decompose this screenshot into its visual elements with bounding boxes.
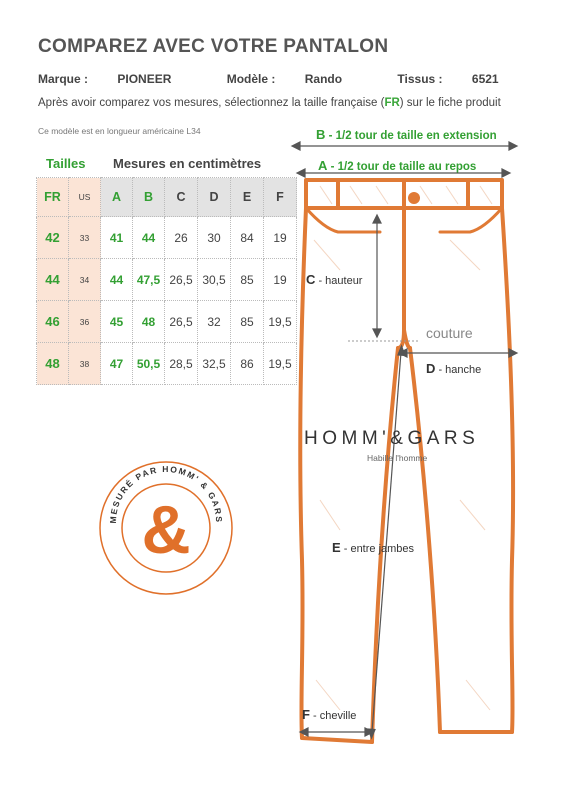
label-e: E - entre jambes (332, 540, 415, 555)
cell-fr: 42 (37, 217, 69, 259)
cell-fr: 46 (37, 301, 69, 343)
measured-badge (96, 458, 236, 598)
header-fr: FR (37, 178, 69, 217)
label-f: F - cheville (302, 707, 357, 722)
cell-us: 36 (69, 301, 101, 343)
cell-us: 34 (69, 259, 101, 301)
header-a: A (101, 178, 133, 217)
brand-tagline: Habille l'homme (367, 453, 428, 463)
cell-c: 28,5 (165, 343, 198, 385)
cell-b: 50,5 (133, 343, 165, 385)
header-d: D (198, 178, 231, 217)
badge-ring-text: MESURÉ PAR HOMM' & GARS (107, 463, 225, 524)
cell-a: 45 (101, 301, 133, 343)
cell-d: 32,5 (198, 343, 231, 385)
mesures-label: Mesures en centimètres (113, 156, 262, 171)
cell-b: 44 (133, 217, 165, 259)
cell-us: 38 (69, 343, 101, 385)
cell-a: 47 (101, 343, 133, 385)
size-table (36, 177, 297, 385)
header-e: E (231, 178, 264, 217)
cell-f: 19 (264, 217, 297, 259)
cell-fr: 44 (37, 259, 69, 301)
label-b: B - 1/2 tour de taille en extension (316, 127, 497, 142)
cell-e: 84 (231, 217, 264, 259)
length-note: Ce modèle est en longueur américaine L34 (38, 126, 201, 136)
header-b: B (133, 178, 165, 217)
button-icon (408, 192, 420, 204)
cell-c: 26,5 (165, 301, 198, 343)
cell-f: 19 (264, 259, 297, 301)
cell-f: 19,5 (264, 301, 297, 343)
page-title: COMPAREZ AVEC VOTRE PANTALON (38, 36, 389, 57)
hip-arrow (399, 349, 517, 357)
tailles-label: Tailles (46, 156, 86, 171)
label-d: D - hanche (426, 361, 482, 376)
cell-d: 32 (198, 301, 231, 343)
header-c: C (165, 178, 198, 217)
ankle-arrow (300, 728, 373, 736)
table-row (37, 301, 297, 343)
cell-d: 30 (198, 217, 231, 259)
cell-a: 44 (101, 259, 133, 301)
label-couture: couture (426, 325, 473, 341)
label-a: A - 1/2 tour de taille au repos (318, 158, 477, 173)
table-header-row (37, 178, 297, 217)
brand-logo-text: HOMM'&GARS (304, 428, 480, 449)
product-meta (38, 72, 551, 86)
table-row (37, 343, 297, 385)
cell-e: 86 (231, 343, 264, 385)
cell-b: 48 (133, 301, 165, 343)
header-f: F (264, 178, 297, 217)
cell-us: 33 (69, 217, 101, 259)
brand-meta: Marque : PIONEER (38, 72, 172, 86)
badge-ampersand-icon: & (141, 492, 191, 568)
table-row (37, 259, 297, 301)
cell-e: 85 (231, 259, 264, 301)
instruction-text: Après avoir comparez vos mesures, sélectionnez la taille française (FR) sur le fiche produit (38, 97, 501, 109)
cell-b: 47,5 (133, 259, 165, 301)
label-c: C - hauteur (306, 272, 363, 287)
cell-c: 26,5 (165, 259, 198, 301)
cell-d: 30,5 (198, 259, 231, 301)
fabric-meta: Tissus : 6521 (397, 72, 499, 86)
cell-f: 19,5 (264, 343, 297, 385)
cell-e: 85 (231, 301, 264, 343)
cell-fr: 48 (37, 343, 69, 385)
model-meta: Modèle : Rando (226, 72, 343, 86)
header-us: US (69, 178, 101, 217)
cell-c: 26 (165, 217, 198, 259)
cell-a: 41 (101, 217, 133, 259)
table-row (37, 217, 297, 259)
